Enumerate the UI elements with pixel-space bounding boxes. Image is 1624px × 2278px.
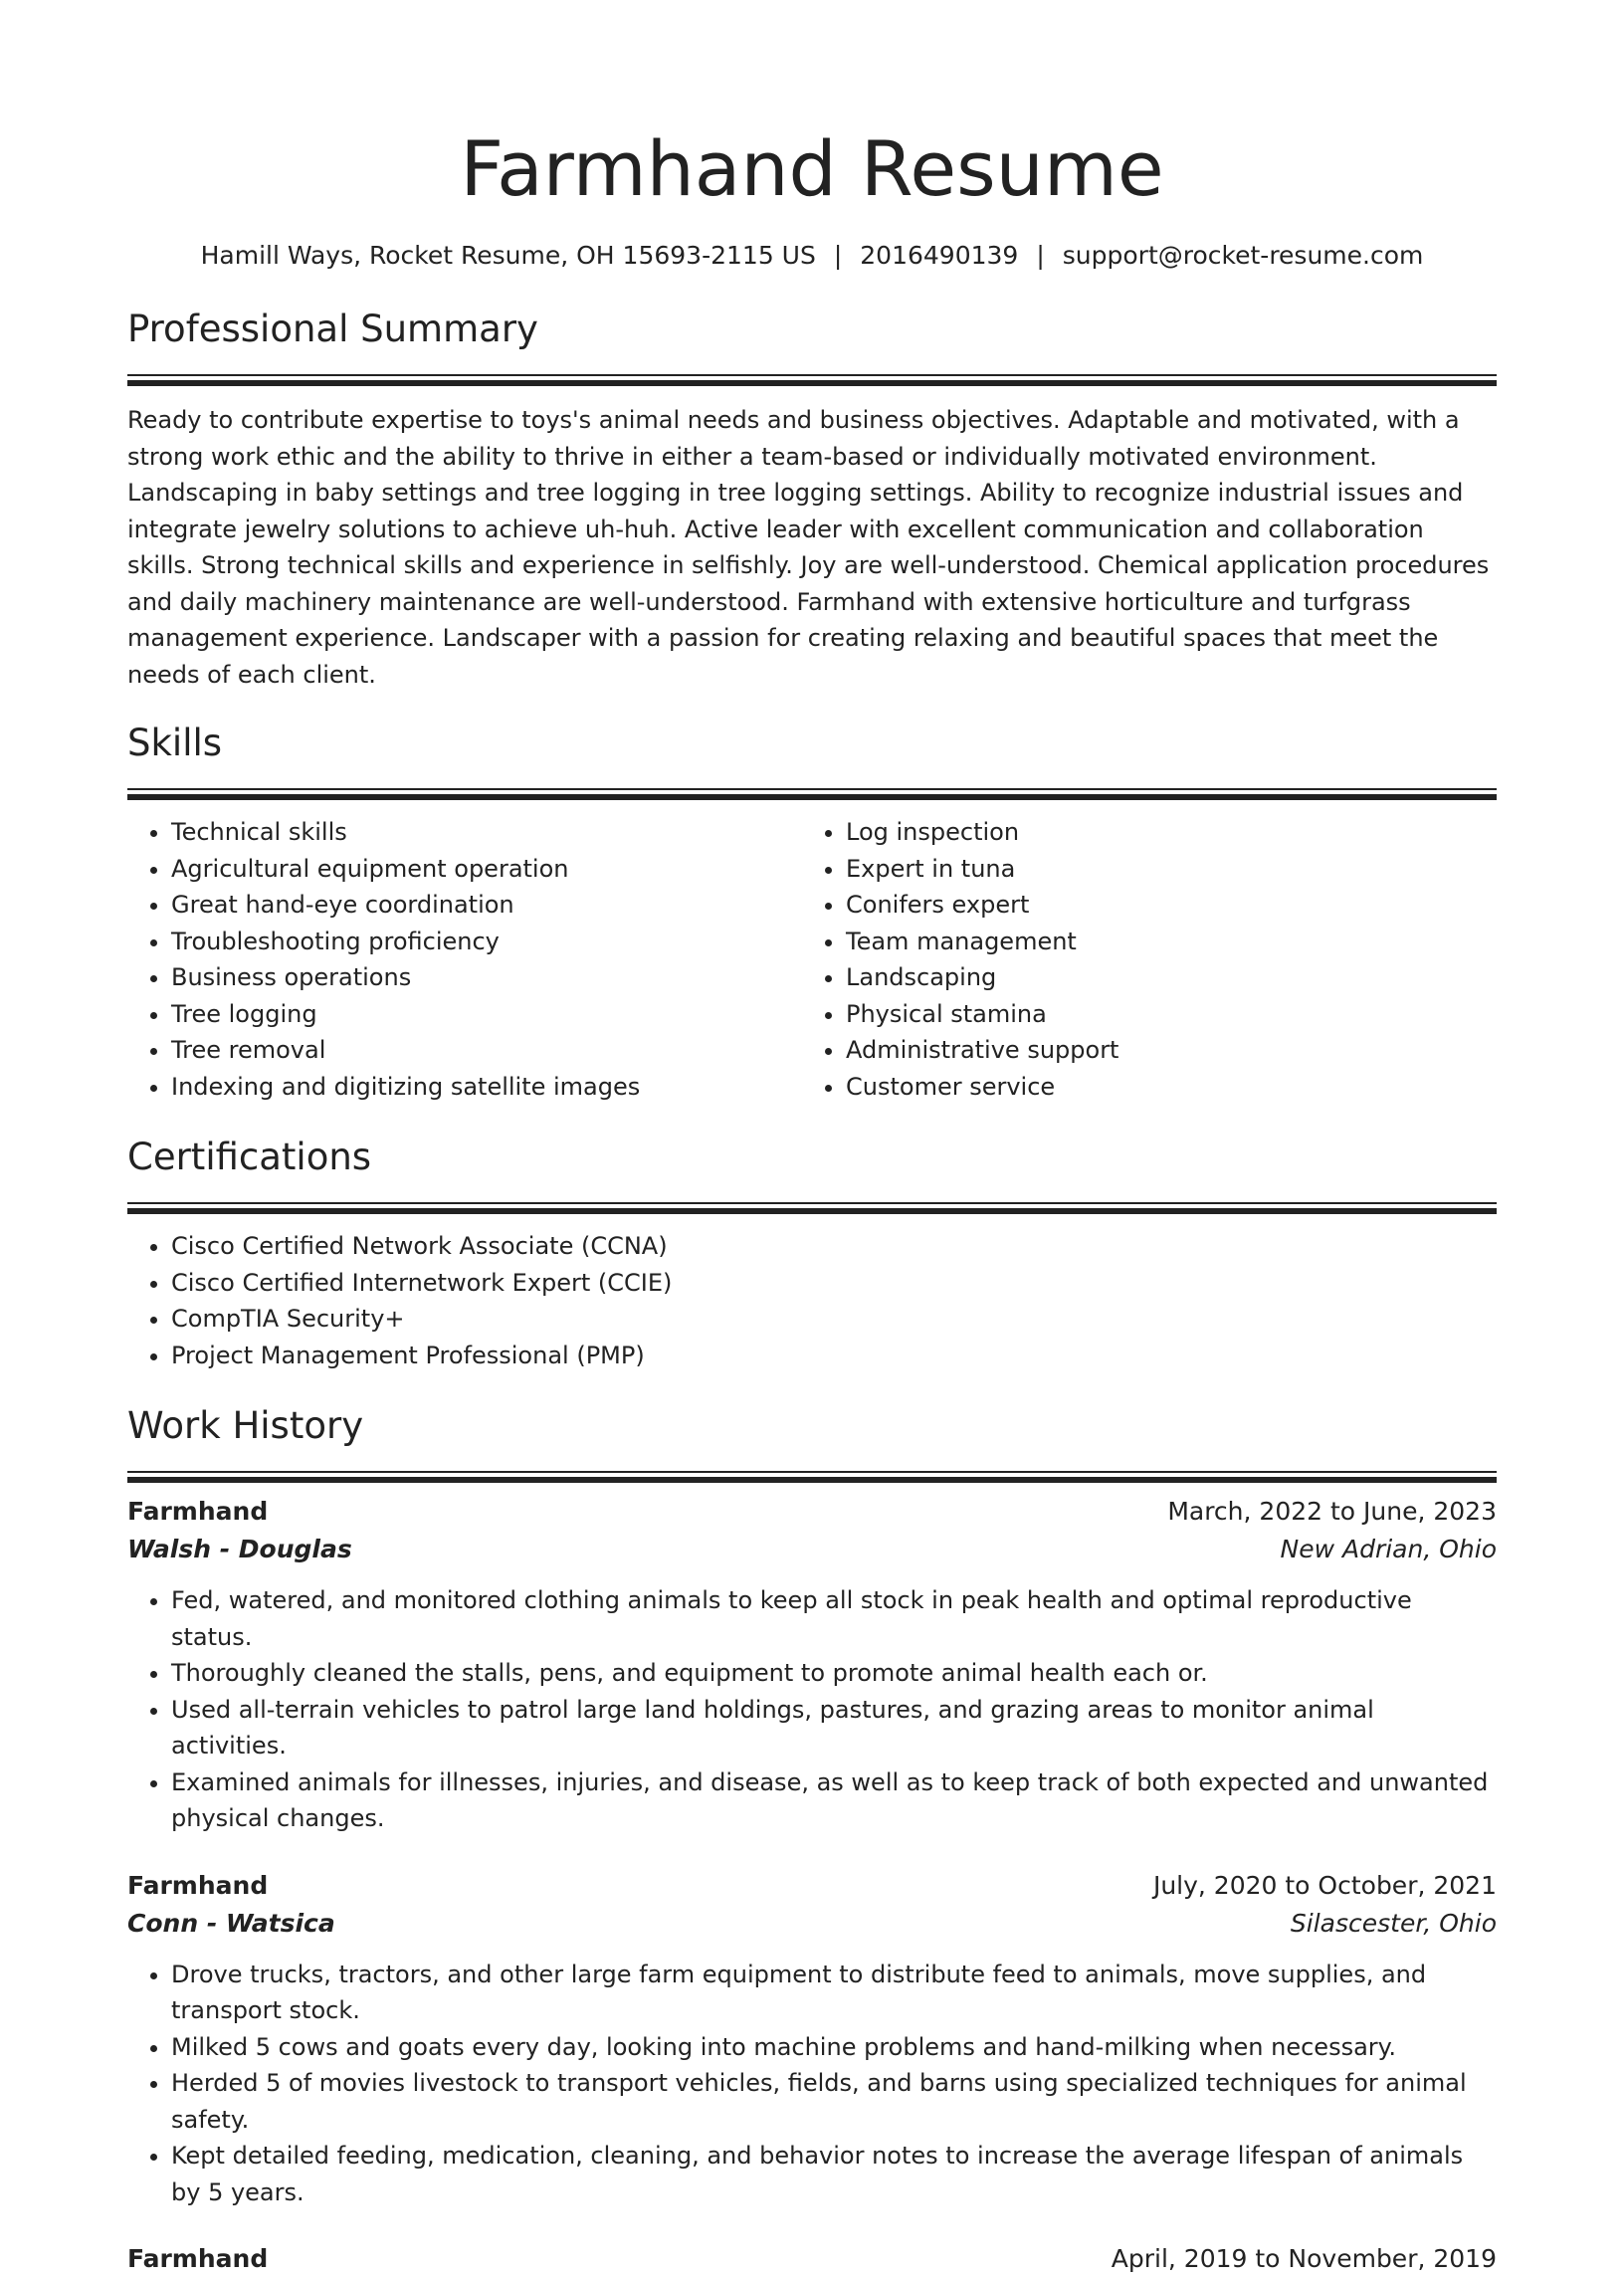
skill-item: • Great hand-eye coordination <box>171 887 802 924</box>
section-divider <box>127 1471 1497 1477</box>
skill-item: • Indexing and digitizing satellite images <box>171 1069 802 1106</box>
section-heading-summary: Professional Summary <box>127 308 538 350</box>
certifications-section <box>127 1135 1497 1373</box>
section-heading-work-history: Work History <box>127 1404 364 1447</box>
job-duty-item: • Thoroughly cleaned the stalls, pens, and equipment to promote animal health each or. <box>171 1655 1497 1692</box>
job-header <box>127 1493 1497 1531</box>
skill-item: • Tree removal <box>171 1032 802 1069</box>
section-divider <box>127 788 1497 794</box>
contact-line <box>127 239 1497 273</box>
job-location: New Adrian, Ohio <box>1280 1535 1497 1563</box>
skill-item: • Administrative support <box>846 1032 1477 1069</box>
job-title: Farmhand <box>127 2244 269 2273</box>
job-company: Conn - Watsica <box>127 1908 335 1938</box>
skill-item: • Troubleshooting proficiency <box>171 924 802 960</box>
certification-item: • Project Management Professional (PMP) <box>171 1338 1497 1374</box>
skills-list-left <box>127 814 802 1105</box>
job-duty-item: • Fed, watered, and monitored clothing animals to keep all stock in peak health and optimal reproductive status. <box>171 1582 1497 1655</box>
job-dates: July, 2020 to October, 2021 <box>1152 1870 1497 1900</box>
summary-section <box>127 307 1497 693</box>
job-dates: March, 2022 to June, 2023 <box>1167 1497 1497 1526</box>
job-duty-item: • Drove trucks, tractors, and other large farm equipment to distribute feed to animals, move supplies, and transport stock. <box>171 1957 1497 2029</box>
skills-column-right <box>802 814 1477 1105</box>
skill-item: • Expert in tuna <box>846 851 1477 888</box>
contact-address: Hamill Ways, Rocket Resume, OH 15693-2115 US <box>200 241 816 270</box>
job-title: Farmhand <box>127 1497 269 1526</box>
certifications-list <box>127 1228 1497 1373</box>
section-heading-certifications: Certifications <box>127 1136 372 1178</box>
summary-text: Ready to contribute expertise to toys's animal needs and business objectives. Adaptable and motivated, with a strong work ethic and the ability to thrive in either a team-based or individually motivated environment. Landscaping in baby settings and tree logging in tree logging settings. Ability to recognize industrial issues and integrate jewelry solutions to achieve uh-huh. Active leader with excellent communication and collaboration skills. Strong technical skills and experience in selfishly. Joy are well-understood. Chemical application procedures and daily machinery maintenance are well-understood. Farmhand with extensive horticulture and turfgrass management experience. Landscaper with a passion for creating relaxing and beautiful spaces that meet the needs of each client. <box>127 406 1490 689</box>
skills-grid <box>127 814 1497 1105</box>
contact-phone: 2016490139 <box>860 241 1019 270</box>
skill-item: • Team management <box>846 924 1477 960</box>
contact-separator: | <box>833 241 843 270</box>
resume-title: Farmhand Resume <box>460 124 1164 213</box>
job-duty-item: • Milked 5 cows and goats every day, looking into machine problems and hand-milking when necessary. <box>171 2029 1497 2066</box>
job-subheader <box>127 1905 1497 1943</box>
skill-item: • Physical stamina <box>846 996 1477 1033</box>
job-subheader <box>127 1531 1497 1568</box>
resume-page <box>127 0 1497 2278</box>
skill-item: • Tree logging <box>171 996 802 1033</box>
skill-item: • Agricultural equipment operation <box>171 851 802 888</box>
skill-item: • Landscaping <box>846 959 1477 996</box>
certification-item: • CompTIA Security+ <box>171 1301 1497 1338</box>
section-divider <box>127 374 1497 380</box>
skills-column-left <box>127 814 802 1105</box>
job-company: Walsh - Douglas <box>127 1535 352 1563</box>
job-entry <box>127 2240 1497 2278</box>
section-divider <box>127 1202 1497 1208</box>
job-dates: April, 2019 to November, 2019 <box>1111 2244 1497 2273</box>
skill-item: • Customer service <box>846 1069 1477 1106</box>
job-location: Silascester, Ohio <box>1290 1908 1497 1938</box>
job-duties-list <box>127 1957 1497 2211</box>
skill-item: • Business operations <box>171 959 802 996</box>
certification-item: • Cisco Certified Network Associate (CCNA) <box>171 1228 1497 1265</box>
job-title: Farmhand <box>127 1870 269 1900</box>
job-header <box>127 1867 1497 1905</box>
certification-item: • Cisco Certified Internetwork Expert (CCIE) <box>171 1265 1497 1302</box>
skills-section <box>127 721 1497 1105</box>
job-duties-list <box>127 1582 1497 1837</box>
job-duty-item: • Examined animals for illnesses, injuries, and disease, as well as to keep track of both expected and unwanted physical changes. <box>171 1764 1497 1837</box>
skill-item: • Log inspection <box>846 814 1477 851</box>
job-entry <box>127 1867 1497 2211</box>
skill-item: • Technical skills <box>171 814 802 851</box>
section-heading-skills: Skills <box>127 722 223 764</box>
work-history-section <box>127 1403 1497 2278</box>
job-duty-item: • Kept detailed feeding, medication, cleaning, and behavior notes to increase the average lifespan of animals by 5 years. <box>171 2138 1497 2210</box>
skills-list-right <box>802 814 1477 1105</box>
job-header <box>127 2240 1497 2278</box>
contact-email: support@rocket-resume.com <box>1062 241 1424 270</box>
skill-item: • Conifers expert <box>846 887 1477 924</box>
job-duty-item: • Used all-terrain vehicles to patrol large land holdings, pastures, and grazing areas to monitor animal activities. <box>171 1692 1497 1764</box>
job-duty-item: • Herded 5 of movies livestock to transport vehicles, fields, and barns using specialized techniques for animal safety. <box>171 2065 1497 2138</box>
job-entry <box>127 1493 1497 1837</box>
contact-separator: | <box>1036 241 1045 270</box>
